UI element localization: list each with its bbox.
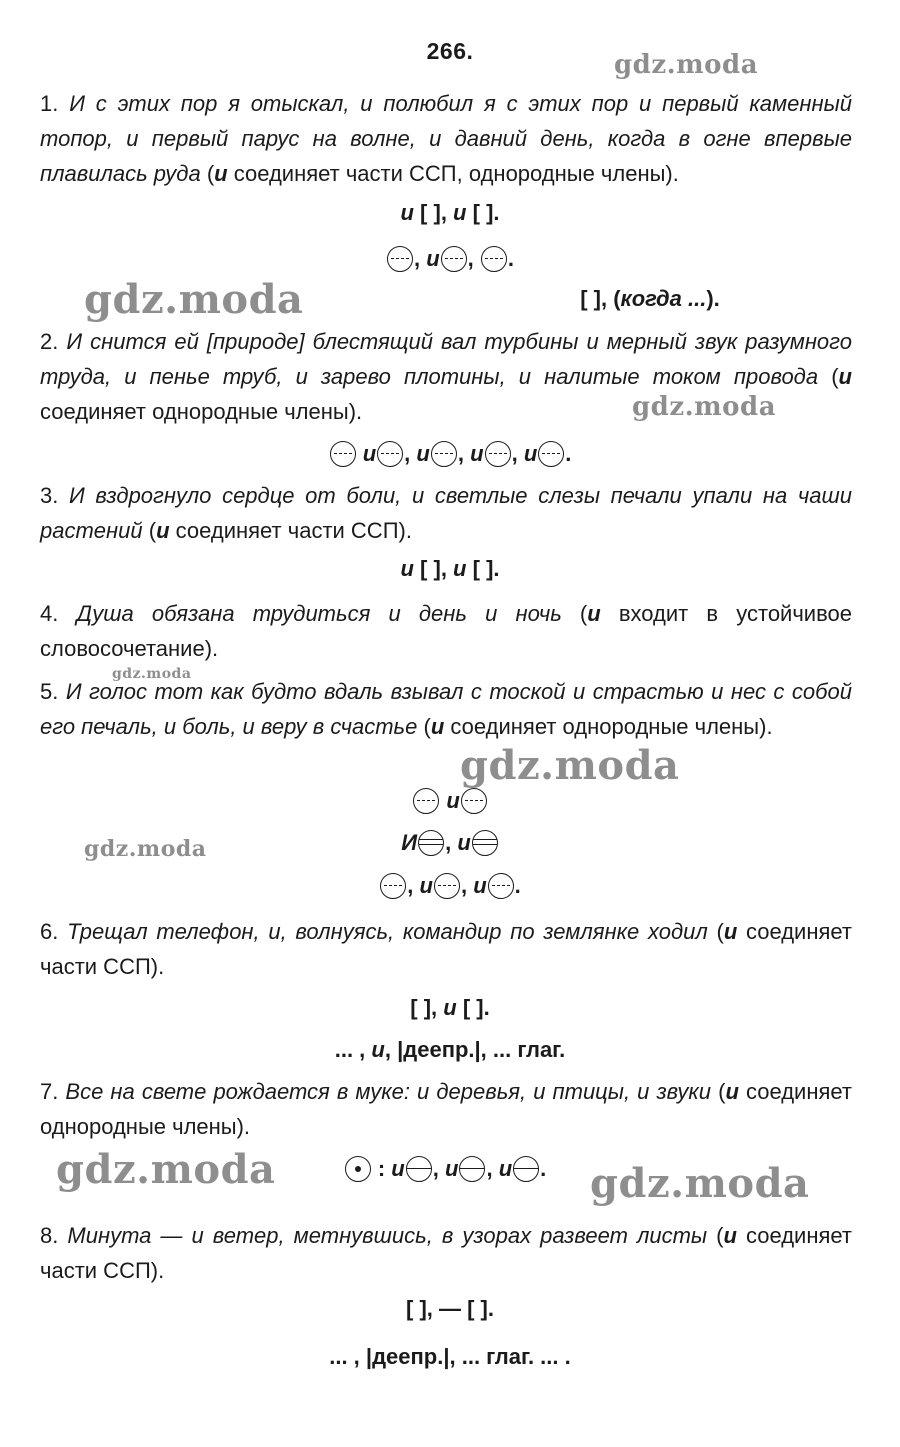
exercise-sentence: И голос тот как будто вдаль взывал с тоской и страстью и нес с собой его печаль, и боль, и веру в счастье — [40, 679, 852, 739]
watermark: gdz.moda — [84, 836, 207, 862]
subject-circle-icon — [377, 441, 403, 467]
exercise-5: 5. И голос тот как будто вдаль взывал с тоской и страстью и нес с собой его печаль, и боль, и веру в счастье (и соединяет однородные члены). — [40, 679, 852, 739]
scheme-1a: и [ ], и [ ]. — [400, 200, 500, 225]
exercise-sentence: Минута — и ветер, метнувшись, в узорах развеет листы — [58, 1223, 708, 1248]
subject-circle-icon — [441, 246, 467, 272]
member-circle-icon — [459, 1156, 485, 1182]
subject-circle-icon — [488, 873, 514, 899]
conjunction: и — [587, 601, 601, 626]
member-circle-icon — [513, 1156, 539, 1182]
exercise-1: 1. И с этих пор я отыскал, и полюбил я с этих пор и первый каменный топор, и первый парус на волне, и давний день, когда в огне впервые плавилась руда (и соединяет части ССП, однородные члены). — [40, 91, 852, 186]
scheme-1b: , и , . — [0, 246, 900, 272]
subject-circle-icon — [330, 441, 356, 467]
exercise-comment: соединяет однородные члены). — [444, 714, 773, 739]
exercise-number: 5. — [40, 679, 59, 704]
exercise-comment: соединяет части ССП). — [169, 518, 412, 543]
scheme-8b: ... , |деепр.|, ... глаг. ... . — [329, 1344, 571, 1369]
exercise-comment: входит в устойчивое словосочетание). — [40, 601, 853, 661]
exercise-comment: соединяет части ССП, однородные члены). — [227, 161, 679, 186]
exercise-sentence: Трещал телефон, и, волнуясь, командир по землянке ходил — [58, 919, 708, 944]
scheme-3: и [ ], и [ ]. — [400, 556, 500, 581]
scheme-8a: [ ], — [ ]. — [406, 1296, 494, 1321]
scheme-5b: И , и — [0, 830, 900, 856]
exercise-4: 4. Душа обязана трудиться и день и ночь (и входит в устойчивое словосочетание). — [40, 601, 853, 661]
conjunction: и — [156, 518, 170, 543]
watermark: gdz.moda — [460, 742, 680, 789]
exercise-7: 7. Все на свете рождается в муке: и деревья, и птицы, и звуки (и соединяет однородные члены). — [40, 1079, 852, 1139]
exercise-sentence: И с этих пор я отыскал, и полюбил я с этих пор и первый каменный топор, и первый парус на волне, и давний день, когда в огне впервые плавилась руда — [40, 91, 852, 186]
watermark: gdz.moda — [84, 276, 304, 323]
subject-circle-icon — [431, 441, 457, 467]
exercise-sentence: Все на свете рождается в муке: и деревья, и птицы, и звуки — [58, 1079, 712, 1104]
subject-circle-icon — [387, 246, 413, 272]
subject-circle-icon — [434, 873, 460, 899]
scheme-2: и , и , и , и . — [0, 441, 900, 467]
exercise-8: 8. Минута — и ветер, метнувшись, в узорах развеет листы (и соединяет части ССП). — [40, 1223, 852, 1283]
scheme-6b: ... , и, |деепр.|, ... глаг. — [334, 1037, 566, 1062]
exercise-comment: соединяет однородные члены). — [40, 1079, 852, 1139]
exercise-comment: соединяет части ССП). — [40, 919, 852, 979]
exercise-number: 1. — [40, 91, 59, 116]
conjunction: и — [214, 161, 228, 186]
subject-circle-icon — [413, 788, 439, 814]
generalizing-word-icon — [345, 1156, 371, 1182]
predicate-circle-icon — [418, 830, 444, 856]
scheme-5c: , и , и . — [0, 873, 900, 899]
subject-circle-icon — [461, 788, 487, 814]
exercise-2: 2. И снится ей [природе] блестящий вал турбины и мерный звук разумного труда, и пенье труб, и зарево плотины, и налитые током провода (и соединяет однородные члены). — [40, 329, 852, 424]
exercise-number: 3. — [40, 483, 59, 508]
conjunction: и — [723, 919, 738, 944]
scheme-1c: [ ], (когда ...). — [580, 286, 720, 311]
exercise-sentence: Душа обязана трудиться и день и ночь — [58, 601, 562, 626]
exercise-sentence: И вздрогнуло сердце от боли, и светлые слезы печали упали на чаши растений — [40, 483, 852, 543]
exercise-comment: соединяет однородные члены). — [40, 399, 363, 424]
scheme-5a: и — [0, 788, 900, 814]
exercise-number: 6. — [40, 919, 59, 944]
exercise-number: 4. — [40, 601, 59, 626]
watermark: gdz.moda — [614, 50, 759, 80]
watermark: gdz.moda — [112, 666, 192, 682]
exercise-sentence: И снится ей [природе] блестящий вал турбины и мерный звук разумного труда, и пенье труб, и зарево плотины, и налитые током провода — [40, 329, 852, 389]
subject-circle-icon — [380, 873, 406, 899]
watermark: gdz.moda — [56, 1146, 276, 1193]
subject-circle-icon — [485, 441, 511, 467]
conjunction: и — [430, 714, 445, 739]
exercise-3: 3. И вздрогнуло сердце от боли, и светлые слезы печали упали на чаши растений (и соединяет части ССП). — [40, 483, 852, 543]
exercise-number: 2. — [40, 329, 59, 354]
exercise-comment: соединяет части ССП). — [40, 1223, 852, 1283]
conjunction: и — [725, 1079, 739, 1104]
scheme-7: : и , и , и . — [0, 1156, 895, 1182]
exercise-number: 7. — [40, 1079, 59, 1104]
scheme-6a: [ ], и [ ]. — [410, 995, 490, 1020]
exercise-6: 6. Трещал телефон, и, волнуясь, командир по землянке ходил (и соединяет части ССП). — [40, 919, 852, 979]
conjunction: и — [838, 364, 852, 389]
member-circle-icon — [406, 1156, 432, 1182]
watermark: gdz.moda — [590, 1160, 810, 1207]
exercise-number: 8. — [40, 1223, 59, 1248]
predicate-circle-icon — [472, 830, 498, 856]
subject-circle-icon — [481, 246, 507, 272]
page-number: 266. — [426, 38, 474, 64]
conjunction: и — [723, 1223, 737, 1248]
watermark: gdz.moda — [632, 392, 777, 422]
subject-circle-icon — [538, 441, 564, 467]
